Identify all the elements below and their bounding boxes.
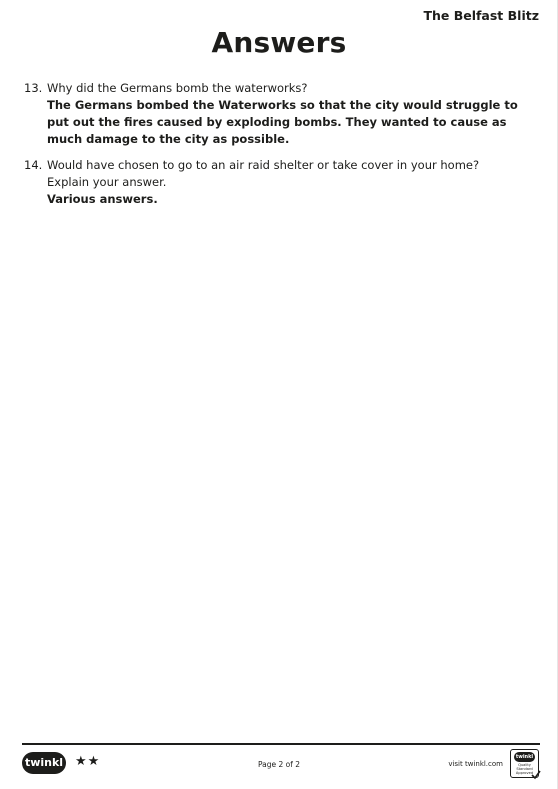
twinkl-logo: twinkl bbox=[22, 752, 66, 774]
footer-divider bbox=[22, 743, 540, 745]
question-number: 14. bbox=[24, 158, 43, 172]
question-instruction: Explain your answer. bbox=[47, 175, 167, 189]
check-icon bbox=[531, 770, 541, 780]
question-item bbox=[24, 80, 524, 148]
badge-text: Quality Standard Approved bbox=[515, 763, 534, 775]
question-text: Why did the Germans bomb the waterworks? bbox=[47, 81, 308, 95]
question-item bbox=[24, 157, 524, 208]
difficulty-stars: ★★ bbox=[75, 754, 101, 769]
page-heading: Answers bbox=[211, 26, 347, 59]
website-link[interactable]: visit twinkl.com bbox=[448, 760, 503, 768]
page-number: Page 2 of 2 bbox=[257, 760, 301, 769]
question-text: Would have chosen to go to an air raid shelter or take cover in your home? bbox=[47, 158, 480, 172]
answer-text: The Germans bombed the Waterworks so that the city would struggle to put out the fires caused by exploding bombs. They wanted to cause as much damage to the city as possible. bbox=[47, 98, 518, 146]
question-number: 13. bbox=[24, 81, 43, 95]
quality-standard-badge bbox=[510, 749, 539, 778]
document-title: The Belfast Blitz bbox=[423, 8, 539, 23]
answer-text: Various answers. bbox=[47, 192, 158, 206]
badge-logo: twinkl bbox=[515, 754, 534, 760]
answer-list bbox=[24, 80, 524, 217]
